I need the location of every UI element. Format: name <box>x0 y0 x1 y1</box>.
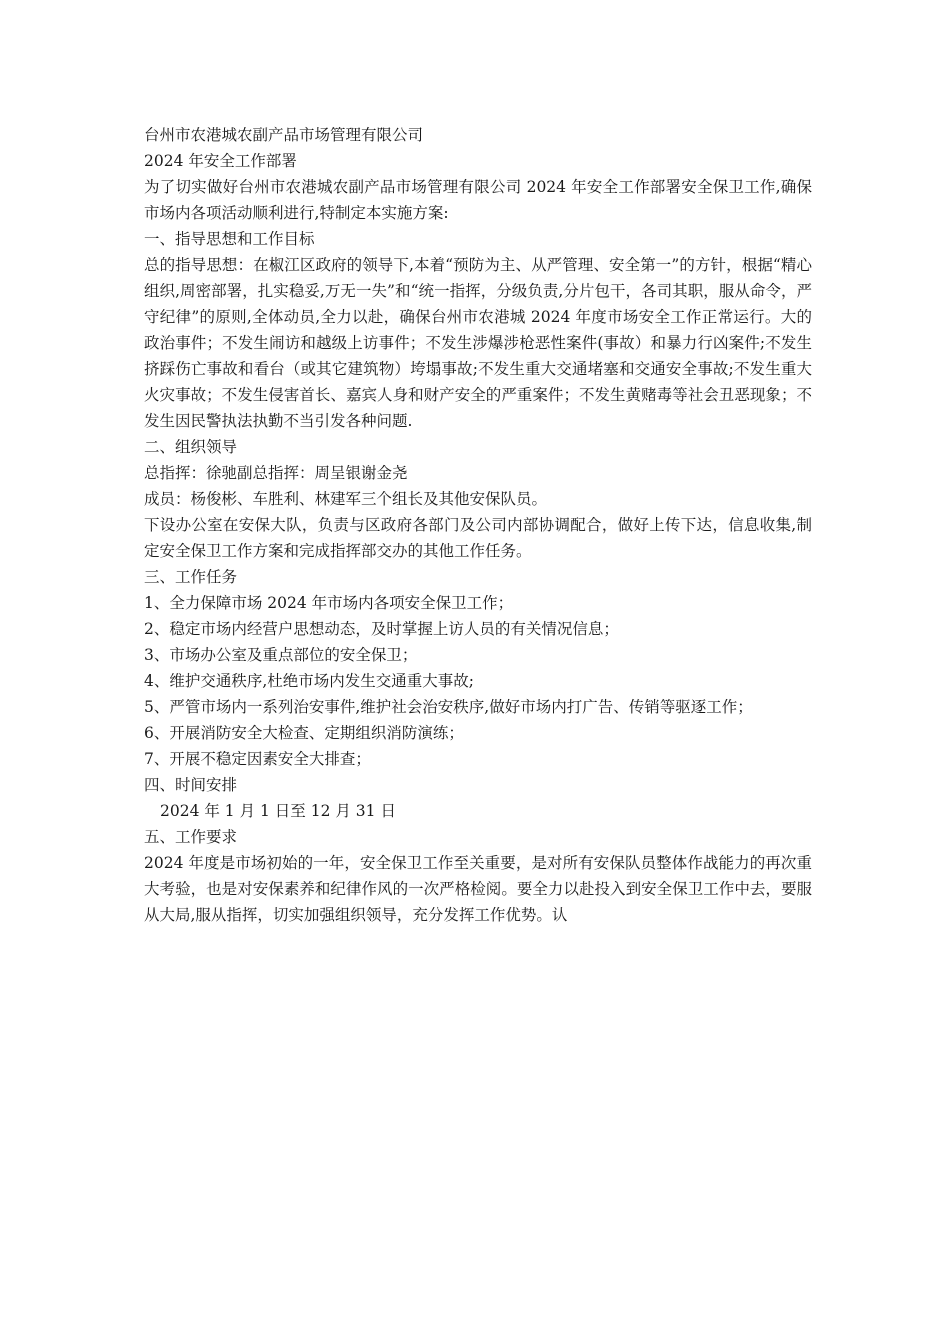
task-item: 2、稳定市场内经营户思想动态，及时掌握上访人员的有关情况信息； <box>144 620 619 638</box>
section4-heading: 四、时间安排 <box>144 776 238 794</box>
section2-office: 下设办公室在安保大队，负责与区政府各部门及公司内部协调配合，做好上传下达，信息收集,制定安全保卫工作方案和完成指挥部交办的其他工作任务。 <box>144 516 812 560</box>
section1-body: 总的指导思想：在椒江区政府的领导下,本着“预防为主、从严管理、安全第一”的方针，根据“精心组织,周密部署，扎实稳妥,万无一失”和“统一指挥，分级负责,分片包干，各司其职，服从命令，严守纪律”的原则,全体动员,全力以赴，确保台州市农港城 2024 年度市场安全工作正常运行。大的政治事件；不发生闹访和越级上访事件；不发生涉爆涉枪恶性案件(事故）和暴力行凶案件;不发生挤踩伤亡事故和看台（或其它建筑物）垮塌事故;不发生重大交通堵塞和交通安全事故;不发生重大火灾事故；不发生侵害首长、嘉宾人身和财产安全的严重案件；不发生黄赌毒等社会丑恶现象；不发生因民警执法执勤不当引发各种问题. <box>144 256 812 430</box>
section1-heading: 一、指导思想和工作目标 <box>144 230 315 248</box>
document-body <box>144 122 812 928</box>
company-name: 台州市农港城农副产品市场管理有限公司 <box>144 126 424 144</box>
section4-body: 2024 年 1 月 1 日至 12 月 31 日 <box>160 802 396 820</box>
section3-heading: 三、工作任务 <box>144 568 238 586</box>
section2-commander: 总指挥：徐驰副总指挥：周呈银谢金尧 <box>144 464 408 482</box>
task-item: 5、严管市场内一系列治安事件,维护社会治安秩序,做好市场内打广告、传销等驱逐工作； <box>144 698 753 716</box>
section2-members: 成员：杨俊彬、车胜利、林建军三个组长及其他安保队员。 <box>144 490 548 508</box>
task-item: 3、市场办公室及重点部位的安全保卫； <box>144 646 418 664</box>
task-item: 6、开展消防安全大检查、定期组织消防演练； <box>144 724 464 742</box>
task-item: 1、全力保障市场 2024 年市场内各项安全保卫工作； <box>144 594 514 612</box>
document-title: 2024 年安全工作部署 <box>144 152 297 170</box>
intro-paragraph: 为了切实做好台州市农港城农副产品市场管理有限公司 2024 年安全工作部署安全保卫工作,确保市场内各项活动顺利进行,特制定本实施方案: <box>144 178 812 222</box>
section5-body: 2024 年度是市场初始的一年，安全保卫工作至关重要，是对所有安保队员整体作战能力的再次重大考验，也是对安保素养和纪律作风的一次严格检阅。要全力以赴投入到安全保卫工作中去，要服从大局,服从指挥，切实加强组织领导，充分发挥工作优势。认 <box>144 854 812 924</box>
section5-heading: 五、工作要求 <box>144 828 238 846</box>
task-item: 4、维护交通秩序,杜绝市场内发生交通重大事故; <box>144 672 475 690</box>
section2-heading: 二、组织领导 <box>144 438 238 456</box>
task-item: 7、开展不稳定因素安全大排查； <box>144 750 371 768</box>
